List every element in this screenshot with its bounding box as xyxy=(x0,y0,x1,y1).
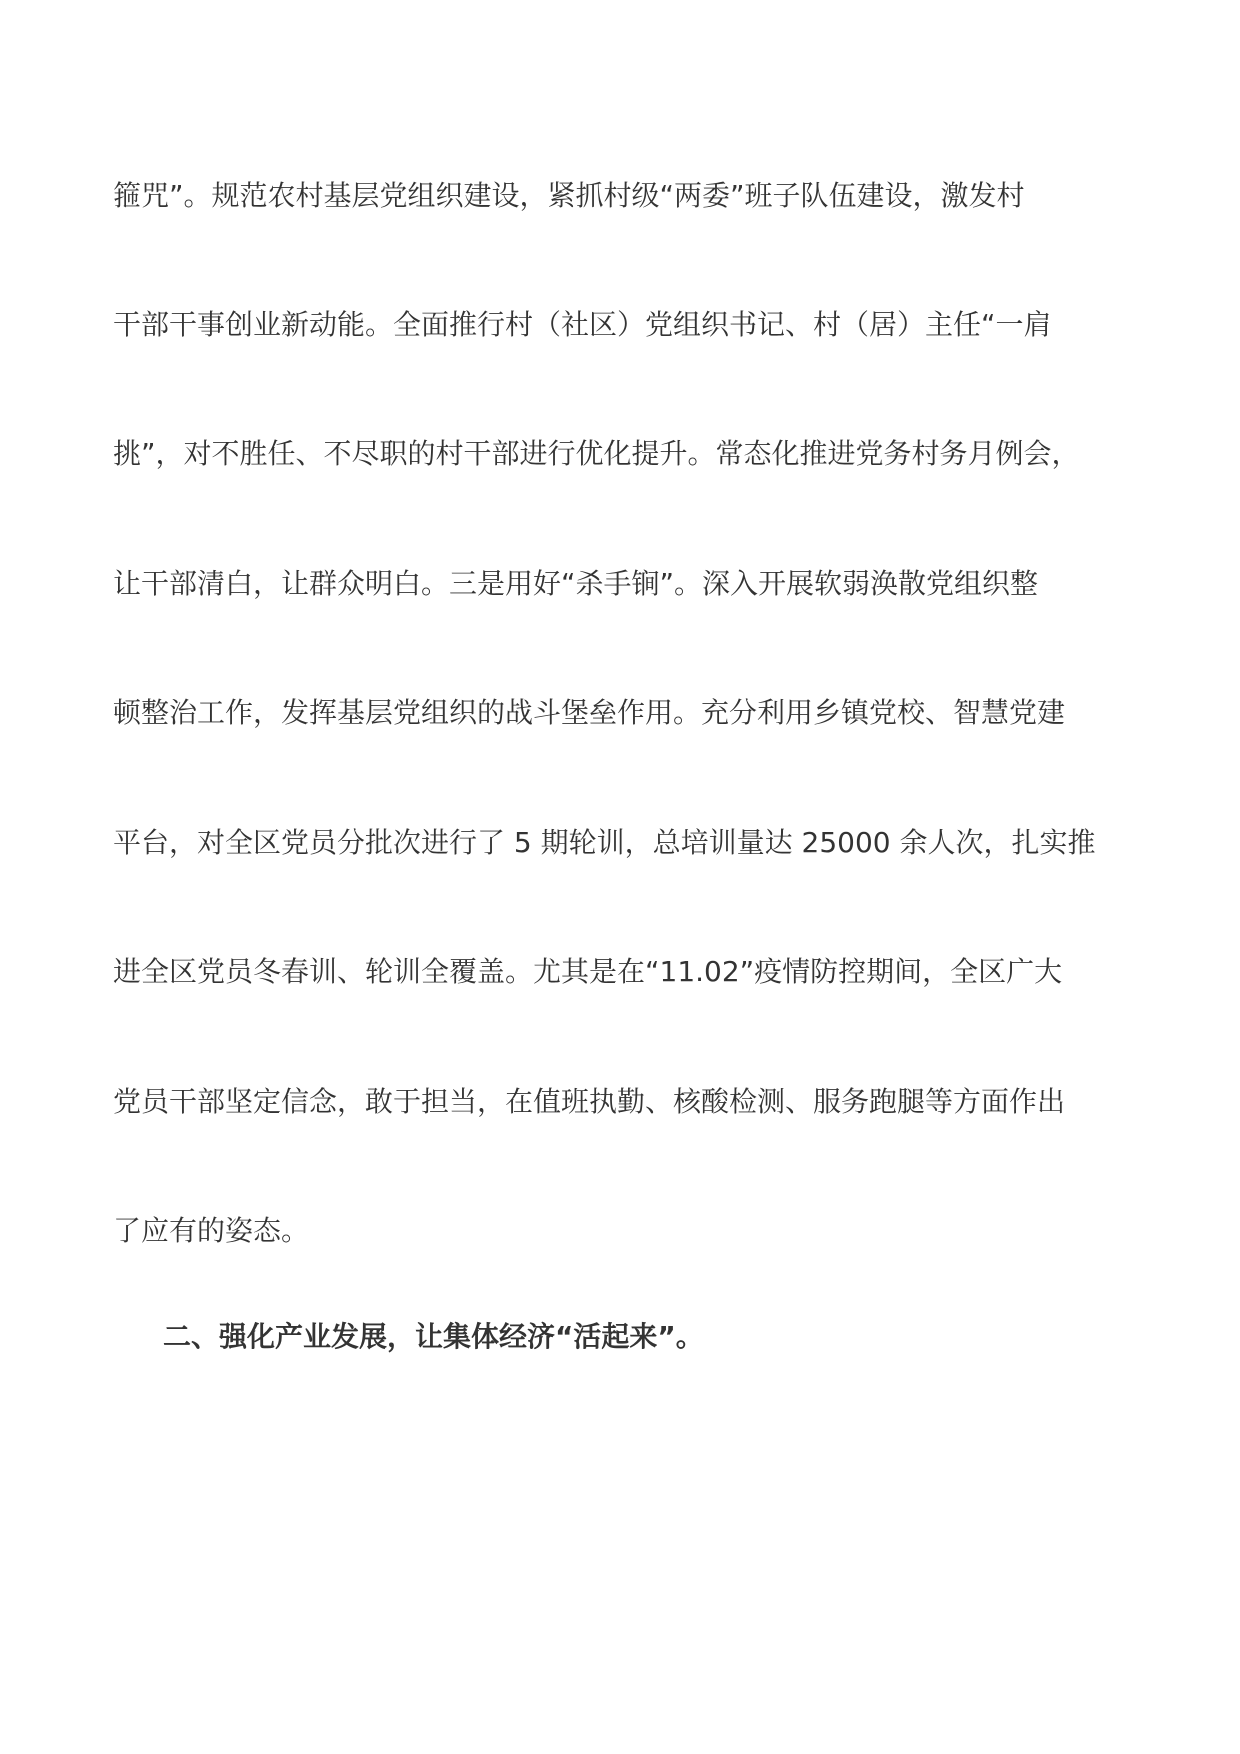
paragraph-line: 进全区党员冬春训、轮训全覆盖。尤其是在“11.02”疫情防控期间，全区广大 xyxy=(113,955,1063,988)
paragraph-line: 平台，对全区党员分批次进行了 5 期轮训，总培训量达 25000 余人次，扎实推 xyxy=(113,826,1096,859)
section-heading: 二、强化产业发展，让集体经济“活起来”。 xyxy=(163,1320,704,1353)
paragraph-line: 顿整治工作，发挥基层党组织的战斗堡垒作用。充分利用乡镇党校、智慧党建 xyxy=(113,696,1066,729)
paragraph-line: 让干部清白，让群众明白。三是用好“杀手锏”。深入开展软弱涣散党组织整 xyxy=(113,567,1039,600)
paragraph-line: 干部干事创业新动能。全面推行村（社区）党组织书记、村（居）主任“一肩 xyxy=(113,308,1052,341)
paragraph-line: 箍咒”。规范农村基层党组织建设，紧抓村级“两委”班子队伍建设，激发村 xyxy=(113,179,1025,212)
paragraph-line: 挑”，对不胜任、不尽职的村干部进行优化提升。常态化推进党务村务月例会， xyxy=(113,437,1080,470)
paragraph-line: 了应有的姿态。 xyxy=(113,1214,310,1247)
paragraph-line: 党员干部坚定信念，敢于担当，在值班执勤、核酸检测、服务跑腿等方面作出 xyxy=(113,1085,1066,1118)
